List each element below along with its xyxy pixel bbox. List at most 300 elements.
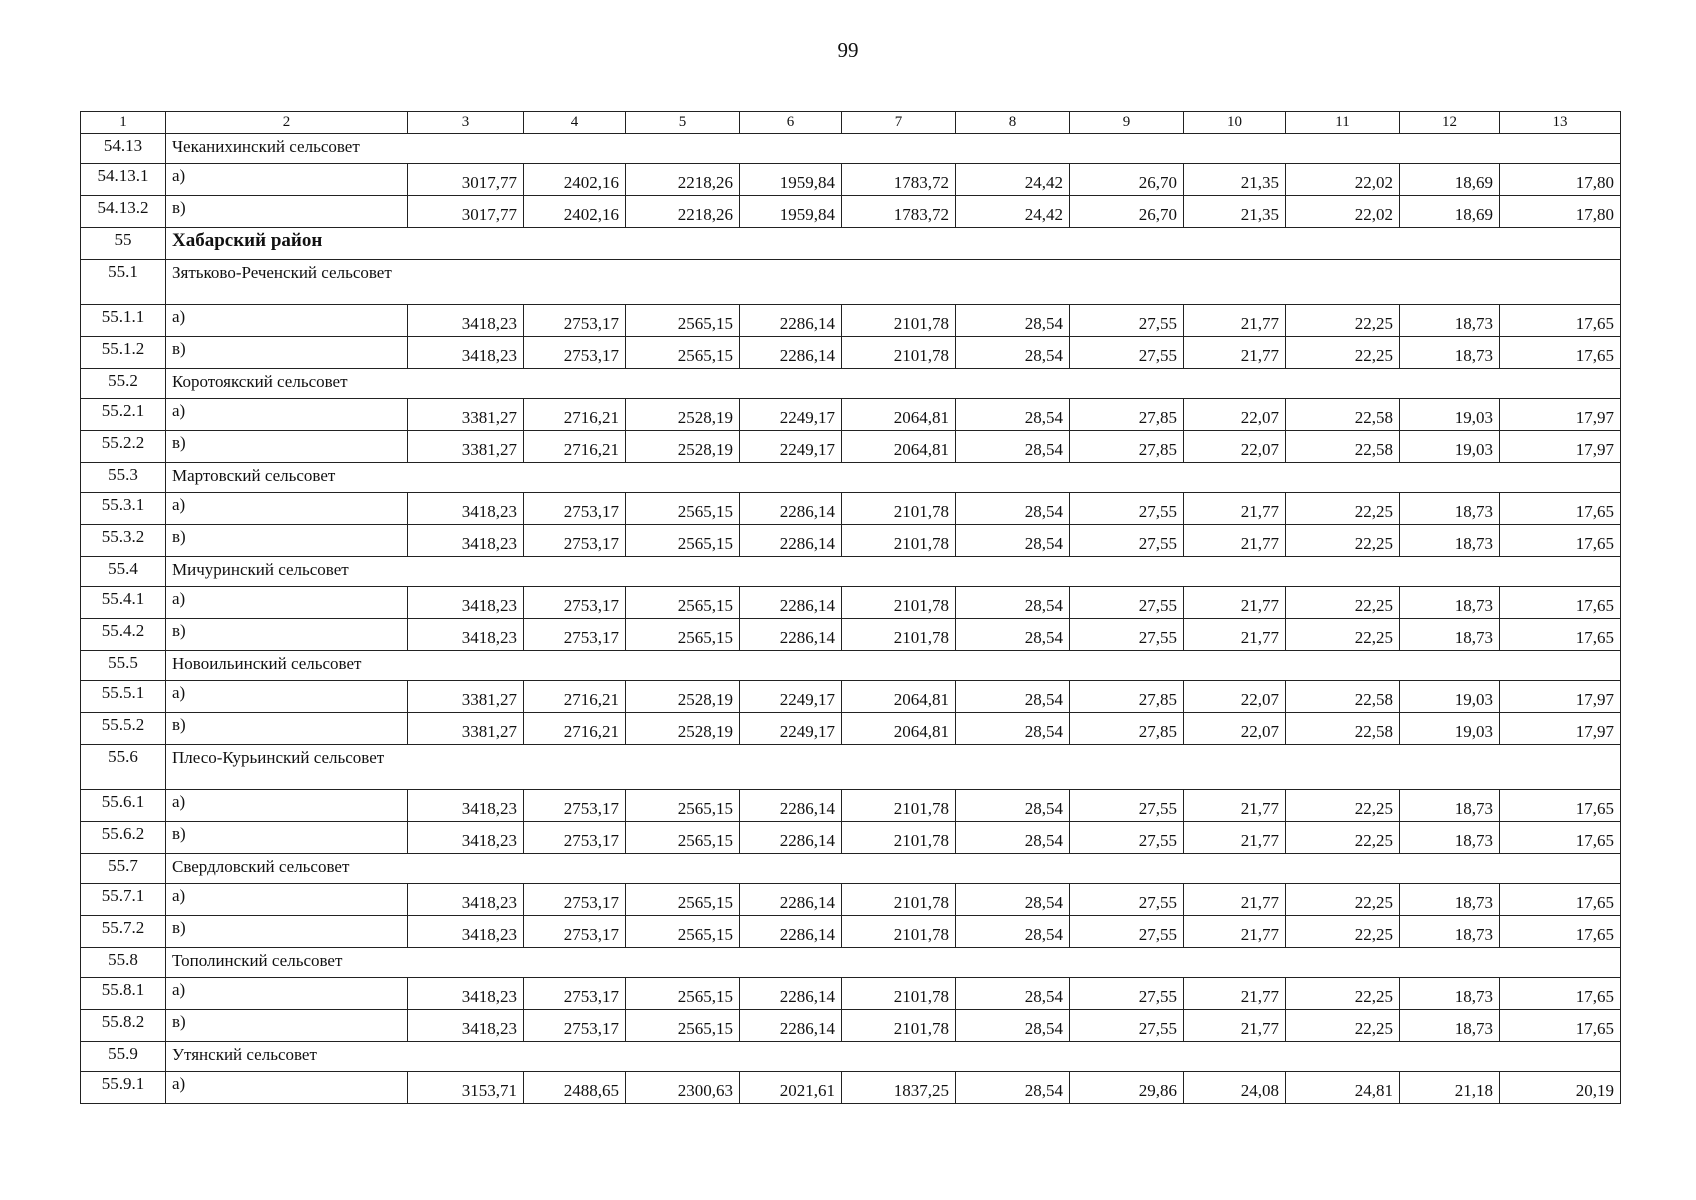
value-cell: 2565,15 [626, 587, 740, 619]
value-cell: 17,65 [1500, 978, 1621, 1010]
value-cell: 2101,78 [842, 884, 956, 916]
value-cell: 2286,14 [740, 525, 842, 557]
value-cell: 22,02 [1286, 164, 1400, 196]
column-number-cell: 12 [1400, 112, 1500, 134]
row-code: 54.13.2 [81, 196, 166, 228]
column-number-cell: 11 [1286, 112, 1400, 134]
value-cell: 28,54 [956, 1010, 1070, 1042]
value-cell: 2565,15 [626, 822, 740, 854]
row-code: 55.3 [81, 463, 166, 493]
column-number-cell: 9 [1070, 112, 1184, 134]
table-row [81, 493, 1621, 525]
section-header-row [81, 463, 1621, 493]
value-cell: 2716,21 [524, 399, 626, 431]
column-number-cell: 6 [740, 112, 842, 134]
row-code: 55.1.1 [81, 305, 166, 337]
value-cell: 2565,15 [626, 493, 740, 525]
value-cell: 21,77 [1184, 337, 1286, 369]
value-cell: 17,65 [1500, 822, 1621, 854]
row-code: 55.8.2 [81, 1010, 166, 1042]
district-header-row [81, 228, 1621, 260]
section-name: Коротоякский сельсовет [166, 369, 1621, 399]
value-cell: 3418,23 [408, 525, 524, 557]
row-code: 55.8 [81, 948, 166, 978]
value-cell: 28,54 [956, 916, 1070, 948]
value-cell: 2101,78 [842, 305, 956, 337]
value-cell: 21,77 [1184, 587, 1286, 619]
value-cell: 21,77 [1184, 978, 1286, 1010]
row-code: 55.5 [81, 651, 166, 681]
value-cell: 2218,26 [626, 164, 740, 196]
value-cell: 2528,19 [626, 399, 740, 431]
value-cell: 3418,23 [408, 337, 524, 369]
value-cell: 3418,23 [408, 822, 524, 854]
value-cell: 2716,21 [524, 681, 626, 713]
value-cell: 2286,14 [740, 884, 842, 916]
value-cell: 19,03 [1400, 713, 1500, 745]
value-cell: 1837,25 [842, 1072, 956, 1104]
value-cell: 19,03 [1400, 431, 1500, 463]
value-cell: 17,65 [1500, 916, 1621, 948]
value-cell: 19,03 [1400, 399, 1500, 431]
value-cell: 17,65 [1500, 884, 1621, 916]
value-cell: 2286,14 [740, 493, 842, 525]
value-cell: 22,58 [1286, 431, 1400, 463]
value-cell: 18,73 [1400, 884, 1500, 916]
value-cell: 21,77 [1184, 822, 1286, 854]
value-cell: 18,73 [1400, 822, 1500, 854]
row-label: в) [166, 525, 408, 557]
section-header-row [81, 854, 1621, 884]
value-cell: 2565,15 [626, 1010, 740, 1042]
column-number-cell: 3 [408, 112, 524, 134]
value-cell: 22,07 [1184, 713, 1286, 745]
value-cell: 18,73 [1400, 916, 1500, 948]
column-number-cell: 7 [842, 112, 956, 134]
value-cell: 19,03 [1400, 681, 1500, 713]
value-cell: 18,69 [1400, 164, 1500, 196]
district-name: Хабарский район [166, 228, 1621, 260]
value-cell: 28,54 [956, 587, 1070, 619]
value-cell: 18,73 [1400, 305, 1500, 337]
value-cell: 21,77 [1184, 619, 1286, 651]
value-cell: 28,54 [956, 978, 1070, 1010]
table-row [81, 196, 1621, 228]
value-cell: 18,73 [1400, 493, 1500, 525]
value-cell: 3381,27 [408, 713, 524, 745]
column-number-cell: 2 [166, 112, 408, 134]
section-header-row [81, 651, 1621, 681]
column-number-cell: 10 [1184, 112, 1286, 134]
value-cell: 3418,23 [408, 587, 524, 619]
value-cell: 3418,23 [408, 790, 524, 822]
value-cell: 22,25 [1286, 525, 1400, 557]
value-cell: 27,55 [1070, 525, 1184, 557]
section-name: Свердловский сельсовет [166, 854, 1621, 884]
section-name [166, 260, 1621, 305]
value-cell: 17,65 [1500, 337, 1621, 369]
value-cell: 18,73 [1400, 337, 1500, 369]
table-row [81, 884, 1621, 916]
value-cell: 2716,21 [524, 713, 626, 745]
row-code: 55.4.2 [81, 619, 166, 651]
row-code: 55.9.1 [81, 1072, 166, 1104]
value-cell: 22,02 [1286, 196, 1400, 228]
value-cell: 27,55 [1070, 305, 1184, 337]
table-row [81, 1010, 1621, 1042]
value-cell: 1959,84 [740, 164, 842, 196]
column-number-cell: 1 [81, 112, 166, 134]
value-cell: 22,25 [1286, 1010, 1400, 1042]
row-code: 55.6.1 [81, 790, 166, 822]
value-cell: 22,25 [1286, 587, 1400, 619]
value-cell: 22,25 [1286, 305, 1400, 337]
value-cell: 21,77 [1184, 525, 1286, 557]
value-cell: 2249,17 [740, 681, 842, 713]
value-cell: 22,07 [1184, 681, 1286, 713]
row-code: 55.5.2 [81, 713, 166, 745]
value-cell: 3381,27 [408, 399, 524, 431]
table-row [81, 587, 1621, 619]
value-cell: 3418,23 [408, 916, 524, 948]
value-cell: 2286,14 [740, 916, 842, 948]
value-cell: 27,55 [1070, 790, 1184, 822]
value-cell: 27,85 [1070, 681, 1184, 713]
value-cell: 21,35 [1184, 164, 1286, 196]
value-cell: 28,54 [956, 681, 1070, 713]
value-cell: 22,25 [1286, 884, 1400, 916]
section-header-row [81, 260, 1621, 305]
value-cell: 18,73 [1400, 619, 1500, 651]
table-row [81, 822, 1621, 854]
row-code: 55.1.2 [81, 337, 166, 369]
value-cell: 29,86 [1070, 1072, 1184, 1104]
value-cell: 18,73 [1400, 525, 1500, 557]
value-cell: 2101,78 [842, 493, 956, 525]
table-row [81, 164, 1621, 196]
section-header-row [81, 1042, 1621, 1072]
value-cell: 28,54 [956, 337, 1070, 369]
value-cell: 27,85 [1070, 431, 1184, 463]
value-cell: 28,54 [956, 822, 1070, 854]
value-cell: 22,07 [1184, 399, 1286, 431]
value-cell: 22,25 [1286, 493, 1400, 525]
row-code: 55.8.1 [81, 978, 166, 1010]
value-cell: 2286,14 [740, 619, 842, 651]
value-cell: 2753,17 [524, 525, 626, 557]
value-cell: 2565,15 [626, 916, 740, 948]
value-cell: 28,54 [956, 790, 1070, 822]
value-cell: 2286,14 [740, 587, 842, 619]
value-cell: 28,54 [956, 431, 1070, 463]
value-cell: 24,42 [956, 196, 1070, 228]
value-cell: 2286,14 [740, 305, 842, 337]
value-cell: 27,55 [1070, 978, 1184, 1010]
value-cell: 17,65 [1500, 1010, 1621, 1042]
value-cell: 2528,19 [626, 431, 740, 463]
value-cell: 3418,23 [408, 1010, 524, 1042]
row-label: а) [166, 587, 408, 619]
value-cell: 28,54 [956, 1072, 1070, 1104]
value-cell: 18,73 [1400, 790, 1500, 822]
value-cell: 17,65 [1500, 587, 1621, 619]
table-body [81, 112, 1621, 1104]
value-cell: 2101,78 [842, 822, 956, 854]
row-code: 55.4 [81, 557, 166, 587]
column-number-row [81, 112, 1621, 134]
row-code: 55.2 [81, 369, 166, 399]
section-name: Мартовский сельсовет [166, 463, 1621, 493]
value-cell: 2753,17 [524, 619, 626, 651]
row-label: в) [166, 1010, 408, 1042]
value-cell: 2528,19 [626, 681, 740, 713]
value-cell: 28,54 [956, 525, 1070, 557]
value-cell: 21,35 [1184, 196, 1286, 228]
value-cell: 27,55 [1070, 619, 1184, 651]
column-number-cell: 8 [956, 112, 1070, 134]
row-code: 55.9 [81, 1042, 166, 1072]
value-cell: 24,08 [1184, 1072, 1286, 1104]
row-code: 55.1 [81, 260, 166, 305]
value-cell: 3017,77 [408, 164, 524, 196]
section-name-text: Зятьково-Реченский сельсовет [172, 263, 392, 282]
value-cell: 2753,17 [524, 916, 626, 948]
value-cell: 3381,27 [408, 681, 524, 713]
section-name: Новоильинский сельсовет [166, 651, 1621, 681]
value-cell: 28,54 [956, 305, 1070, 337]
section-name-text: Плесо-Курьинский сельсовет [172, 748, 385, 767]
section-name: Тополинский сельсовет [166, 948, 1621, 978]
value-cell: 2565,15 [626, 790, 740, 822]
row-label: в) [166, 619, 408, 651]
value-cell: 17,97 [1500, 431, 1621, 463]
value-cell: 18,73 [1400, 587, 1500, 619]
value-cell: 3418,23 [408, 305, 524, 337]
table-row [81, 713, 1621, 745]
value-cell: 2286,14 [740, 978, 842, 1010]
value-cell: 2528,19 [626, 713, 740, 745]
value-cell: 22,58 [1286, 713, 1400, 745]
value-cell: 22,25 [1286, 337, 1400, 369]
value-cell: 24,42 [956, 164, 1070, 196]
value-cell: 27,55 [1070, 337, 1184, 369]
table-row [81, 1072, 1621, 1104]
value-cell: 22,25 [1286, 916, 1400, 948]
value-cell: 18,69 [1400, 196, 1500, 228]
value-cell: 2300,63 [626, 1072, 740, 1104]
value-cell: 17,97 [1500, 681, 1621, 713]
value-cell: 21,77 [1184, 884, 1286, 916]
value-cell: 2565,15 [626, 337, 740, 369]
value-cell: 2753,17 [524, 587, 626, 619]
row-code: 55.2.1 [81, 399, 166, 431]
value-cell: 2716,21 [524, 431, 626, 463]
value-cell: 22,25 [1286, 790, 1400, 822]
value-cell: 17,80 [1500, 196, 1621, 228]
value-cell: 2021,61 [740, 1072, 842, 1104]
row-label: а) [166, 399, 408, 431]
section-name: Чеканихинский сельсовет [166, 134, 1621, 164]
value-cell: 2249,17 [740, 399, 842, 431]
section-name: Мичуринский сельсовет [166, 557, 1621, 587]
value-cell: 2101,78 [842, 525, 956, 557]
value-cell: 1783,72 [842, 164, 956, 196]
row-label: а) [166, 790, 408, 822]
value-cell: 27,55 [1070, 822, 1184, 854]
value-cell: 2753,17 [524, 790, 626, 822]
value-cell: 26,70 [1070, 164, 1184, 196]
value-cell: 22,25 [1286, 822, 1400, 854]
table-row [81, 916, 1621, 948]
row-label: а) [166, 305, 408, 337]
value-cell: 22,58 [1286, 681, 1400, 713]
value-cell: 21,77 [1184, 916, 1286, 948]
value-cell: 27,85 [1070, 399, 1184, 431]
row-code: 55.2.2 [81, 431, 166, 463]
value-cell: 18,73 [1400, 1010, 1500, 1042]
value-cell: 27,55 [1070, 493, 1184, 525]
page-number: 99 [837, 38, 859, 62]
value-cell: 2101,78 [842, 619, 956, 651]
value-cell: 2753,17 [524, 884, 626, 916]
value-cell: 2218,26 [626, 196, 740, 228]
value-cell: 27,55 [1070, 884, 1184, 916]
section-name [166, 745, 1621, 790]
table-row [81, 305, 1621, 337]
value-cell: 17,65 [1500, 493, 1621, 525]
value-cell: 2101,78 [842, 916, 956, 948]
row-code: 54.13 [81, 134, 166, 164]
value-cell: 2753,17 [524, 978, 626, 1010]
row-code: 55.5.1 [81, 681, 166, 713]
table-row [81, 978, 1621, 1010]
value-cell: 28,54 [956, 619, 1070, 651]
value-cell: 18,73 [1400, 978, 1500, 1010]
value-cell: 2565,15 [626, 978, 740, 1010]
row-code: 55.7.2 [81, 916, 166, 948]
table-row [81, 619, 1621, 651]
value-cell: 22,25 [1286, 978, 1400, 1010]
value-cell: 2753,17 [524, 305, 626, 337]
section-header-row [81, 369, 1621, 399]
value-cell: 2753,17 [524, 1010, 626, 1042]
table-row [81, 681, 1621, 713]
value-cell: 28,54 [956, 399, 1070, 431]
row-label: а) [166, 681, 408, 713]
value-cell: 17,65 [1500, 619, 1621, 651]
value-cell: 3017,77 [408, 196, 524, 228]
value-cell: 3418,23 [408, 619, 524, 651]
value-cell: 2565,15 [626, 619, 740, 651]
column-number-cell: 4 [524, 112, 626, 134]
value-cell: 21,77 [1184, 305, 1286, 337]
row-code: 55.3.1 [81, 493, 166, 525]
value-cell: 3381,27 [408, 431, 524, 463]
value-cell: 2753,17 [524, 337, 626, 369]
value-cell: 22,07 [1184, 431, 1286, 463]
row-label: а) [166, 1072, 408, 1104]
value-cell: 21,77 [1184, 493, 1286, 525]
row-label: а) [166, 164, 408, 196]
value-cell: 2402,16 [524, 196, 626, 228]
value-cell: 27,55 [1070, 916, 1184, 948]
value-cell: 2249,17 [740, 713, 842, 745]
value-cell: 3418,23 [408, 493, 524, 525]
row-label: а) [166, 978, 408, 1010]
value-cell: 3418,23 [408, 978, 524, 1010]
value-cell: 27,55 [1070, 1010, 1184, 1042]
value-cell: 2101,78 [842, 587, 956, 619]
value-cell: 2402,16 [524, 164, 626, 196]
value-cell: 21,77 [1184, 790, 1286, 822]
value-cell: 2753,17 [524, 493, 626, 525]
value-cell: 3153,71 [408, 1072, 524, 1104]
row-label: в) [166, 337, 408, 369]
value-cell: 17,65 [1500, 305, 1621, 337]
value-cell: 28,54 [956, 884, 1070, 916]
row-code: 55.6 [81, 745, 166, 790]
row-code: 55.7.1 [81, 884, 166, 916]
value-cell: 2101,78 [842, 337, 956, 369]
value-cell: 17,97 [1500, 399, 1621, 431]
column-number-cell: 5 [626, 112, 740, 134]
value-cell: 2101,78 [842, 790, 956, 822]
table-row [81, 525, 1621, 557]
tariff-table [80, 111, 1621, 1104]
row-label: в) [166, 822, 408, 854]
section-header-row [81, 948, 1621, 978]
value-cell: 2101,78 [842, 978, 956, 1010]
row-code: 54.13.1 [81, 164, 166, 196]
value-cell: 2286,14 [740, 822, 842, 854]
section-name: Утянский сельсовет [166, 1042, 1621, 1072]
row-code: 55.7 [81, 854, 166, 884]
section-header-row [81, 134, 1621, 164]
value-cell: 2565,15 [626, 884, 740, 916]
value-cell: 21,18 [1400, 1072, 1500, 1104]
row-label: а) [166, 493, 408, 525]
value-cell: 17,65 [1500, 790, 1621, 822]
value-cell: 1783,72 [842, 196, 956, 228]
value-cell: 20,19 [1500, 1072, 1621, 1104]
value-cell: 1959,84 [740, 196, 842, 228]
value-cell: 22,58 [1286, 399, 1400, 431]
value-cell: 28,54 [956, 713, 1070, 745]
row-code: 55.6.2 [81, 822, 166, 854]
value-cell: 2064,81 [842, 399, 956, 431]
value-cell: 17,80 [1500, 164, 1621, 196]
value-cell: 2286,14 [740, 1010, 842, 1042]
row-code: 55.4.1 [81, 587, 166, 619]
value-cell: 2249,17 [740, 431, 842, 463]
row-label: а) [166, 884, 408, 916]
value-cell: 2286,14 [740, 790, 842, 822]
table-row [81, 399, 1621, 431]
section-header-row [81, 745, 1621, 790]
value-cell: 24,81 [1286, 1072, 1400, 1104]
value-cell: 2064,81 [842, 681, 956, 713]
value-cell: 2101,78 [842, 1010, 956, 1042]
column-number-cell: 13 [1500, 112, 1621, 134]
value-cell: 2064,81 [842, 431, 956, 463]
table-row [81, 431, 1621, 463]
value-cell: 27,55 [1070, 587, 1184, 619]
table-row [81, 337, 1621, 369]
value-cell: 2753,17 [524, 822, 626, 854]
value-cell: 27,85 [1070, 713, 1184, 745]
value-cell: 26,70 [1070, 196, 1184, 228]
value-cell: 28,54 [956, 493, 1070, 525]
